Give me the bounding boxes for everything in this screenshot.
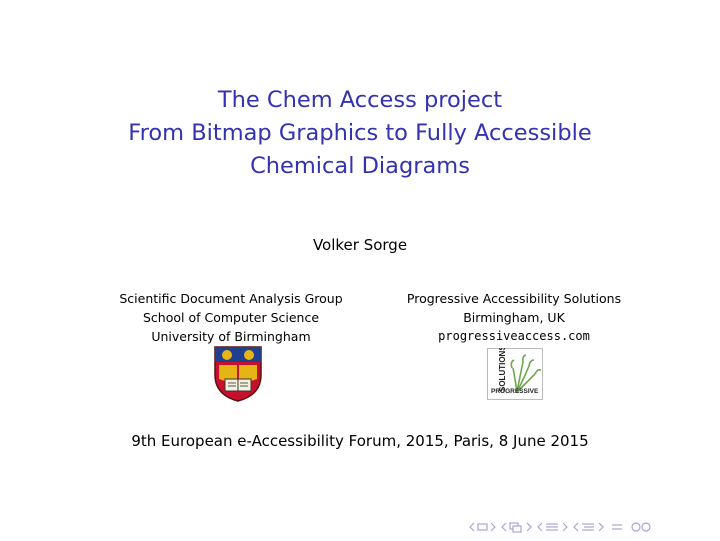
- align-icon[interactable]: [608, 521, 626, 533]
- institution-left-line-2: School of Computer Science: [142, 310, 320, 325]
- slide-title: [0, 84, 720, 183]
- navigation-bar: [468, 520, 654, 534]
- section-nav-icon[interactable]: [536, 521, 570, 533]
- pas-logo-vertical-text: SOLUTIONS: [498, 348, 507, 392]
- pas-logo-horizontal-text: PROGRESSIVE: [491, 388, 539, 395]
- institution-left: [100, 289, 362, 346]
- institution-left-line-1: Scientific Document Analysis Group: [119, 291, 343, 306]
- institution-left-line-3: University of Birmingham: [151, 329, 311, 344]
- author-name: Volker Sorge: [312, 236, 408, 254]
- institution-right-url: progressiveaccess.com: [438, 329, 590, 343]
- university-crest-logo: [211, 345, 265, 402]
- frame-nav-icon[interactable]: [468, 521, 498, 533]
- institution-right-line-1: Progressive Accessibility Solutions: [406, 291, 622, 306]
- institution-right: [384, 289, 644, 346]
- event-info: 9th European e-Accessibility Forum, 2015, Paris, 8 June 2015: [131, 432, 589, 450]
- search-icon[interactable]: [628, 521, 654, 533]
- subsection-nav-icon[interactable]: [500, 521, 534, 533]
- title-line-2: From Bitmap Graphics to Fully Accessible: [128, 120, 592, 146]
- title-line-1: The Chem Access project: [217, 87, 503, 113]
- progressive-solutions-logo: [487, 348, 543, 400]
- slide-nav-icon[interactable]: [572, 521, 606, 533]
- institution-right-line-2: Birmingham, UK: [463, 310, 565, 325]
- title-line-3: Chemical Diagrams: [250, 153, 470, 179]
